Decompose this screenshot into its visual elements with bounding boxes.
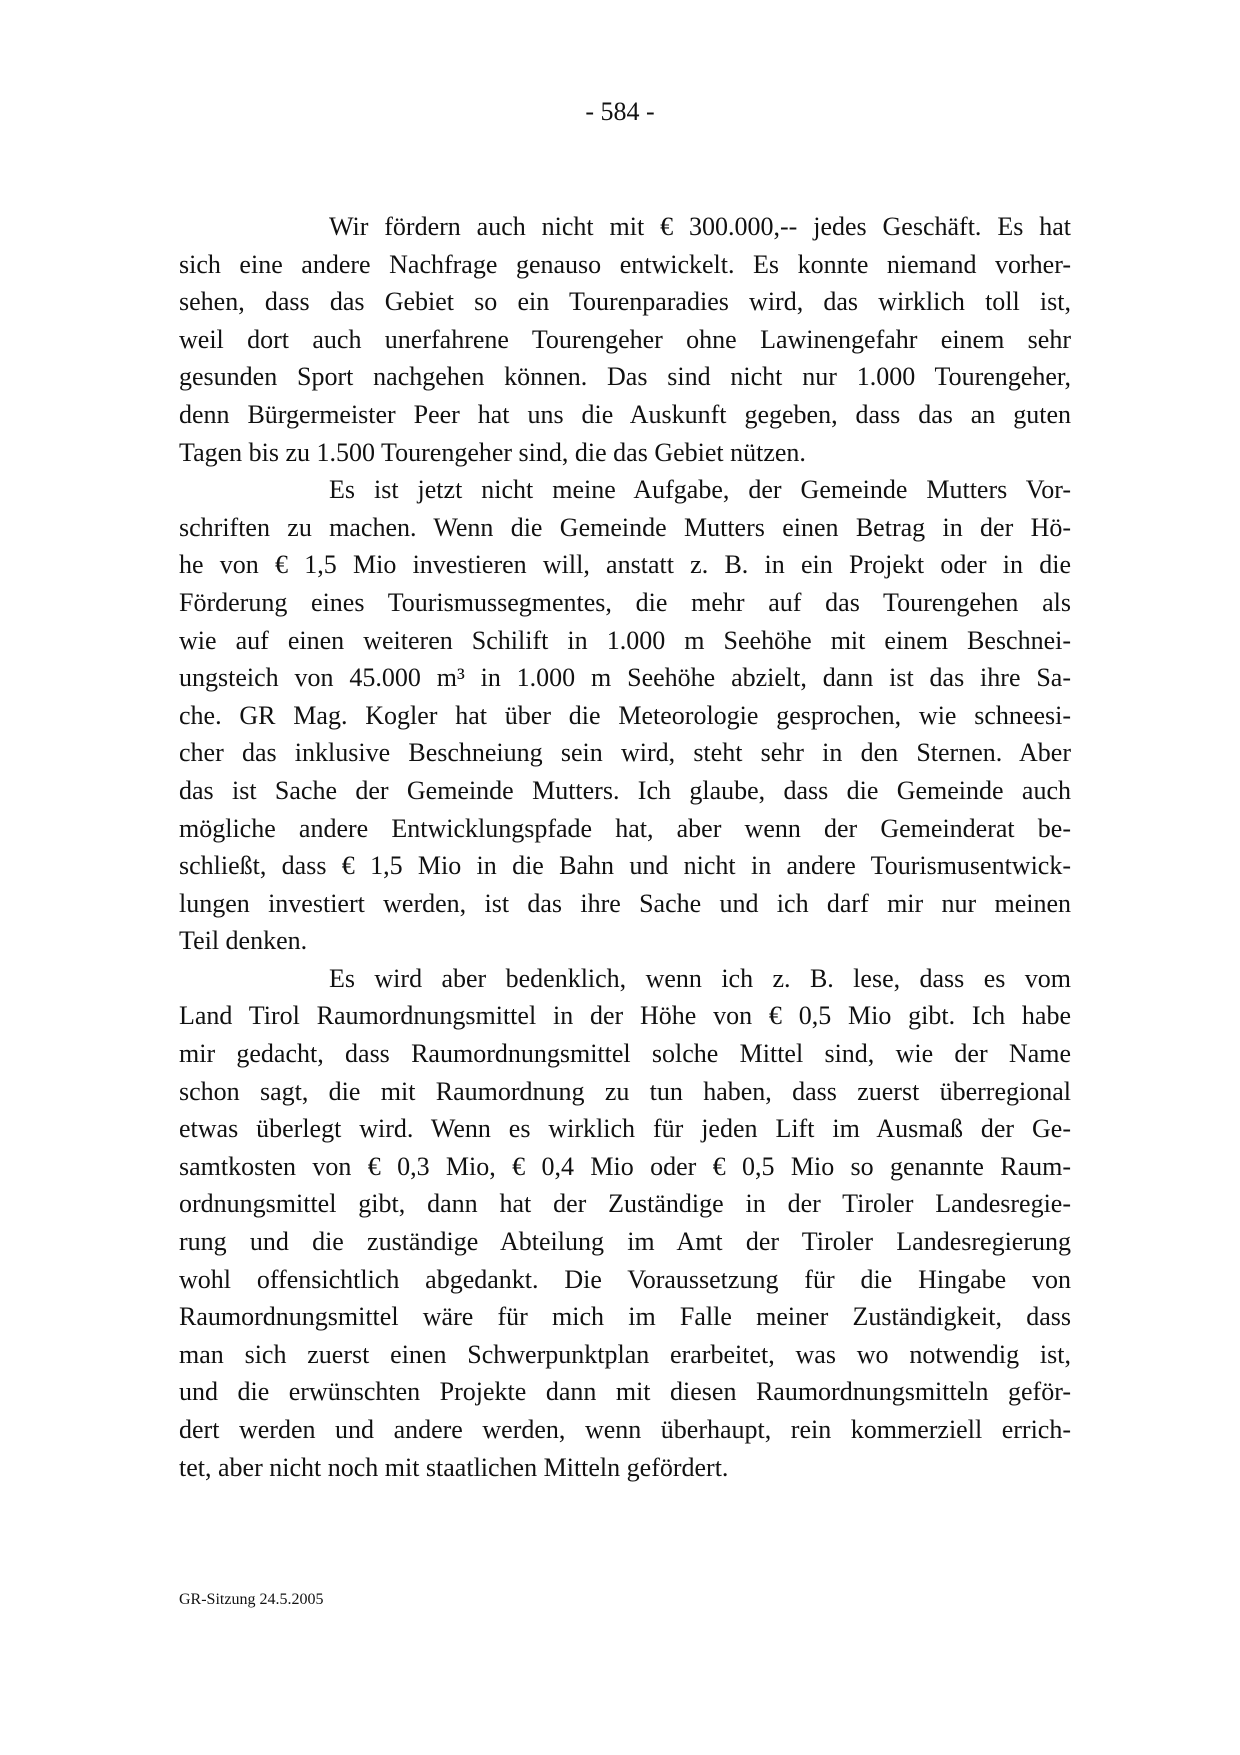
text-line: Es wird aber bedenklich, wenn ich z. B. lese, dass es vom [329, 963, 1071, 993]
text-line: Land Tirol Raumordnungsmittel in der Höhe von € 0,5 Mio gibt. Ich habe [179, 1001, 1071, 1031]
text-line: lungen investiert werden, ist das ihre Sache und ich darf mir nur meinen [179, 888, 1071, 918]
document-body [179, 208, 1071, 1486]
text-line: wie auf einen weiteren Schilift in 1.000 m Seehöhe mit einem Beschnei- [179, 625, 1071, 655]
text-line: schriften zu machen. Wenn die Gemeinde Mutters einen Betrag in der Hö- [179, 512, 1071, 542]
text-line: schließt, dass € 1,5 Mio in die Bahn und nicht in andere Tourismusentwick- [179, 851, 1071, 881]
text-line: weil dort auch unerfahrene Tourengeher ohne Lawinengefahr einem sehr [179, 324, 1071, 354]
text-line: mir gedacht, dass Raumordnungsmittel solche Mittel sind, wie der Name [179, 1039, 1071, 1069]
text-line: etwas überlegt wird. Wenn es wirklich für jeden Lift im Ausmaß der Ge- [179, 1114, 1071, 1144]
text-line: he von € 1,5 Mio investieren will, anstatt z. B. in ein Projekt oder in die [179, 550, 1071, 580]
text-line: ungsteich von 45.000 m³ in 1.000 m Seehöhe abzielt, dann ist das ihre Sa- [179, 663, 1071, 693]
text-line: samtkosten von € 0,3 Mio, € 0,4 Mio oder € 0,5 Mio so genannte Raum- [179, 1151, 1071, 1181]
text-line: dert werden und andere werden, wenn überhaupt, rein kommerziell errich- [179, 1415, 1071, 1444]
text-line: sehen, dass das Gebiet so ein Tourenparadies wird, das wirklich toll ist, [179, 287, 1071, 317]
paragraph-1 [179, 208, 1071, 471]
text-line: und die erwünschten Projekte dann mit diesen Raumordnungsmitteln geför- [179, 1377, 1071, 1407]
text-line: Wir fördern auch nicht mit € 300.000,-- jedes Geschäft. Es hat [329, 212, 1071, 241]
text-line: rung und die zuständige Abteilung im Amt der Tiroler Landesregierung [179, 1227, 1071, 1257]
text-line: che. GR Mag. Kogler hat über die Meteorologie gesprochen, wie schneesi- [179, 700, 1071, 730]
text-line: gesunden Sport nachgehen können. Das sind nicht nur 1.000 Tourengeher, [179, 362, 1071, 392]
text-line: das ist Sache der Gemeinde Mutters. Ich glaube, dass die Gemeinde auch [179, 775, 1071, 805]
text-line: tet, aber nicht noch mit staatlichen Mitteln gefördert. [179, 1452, 729, 1482]
text-line: denn Bürgermeister Peer hat uns die Auskunft gegeben, dass das an guten [179, 399, 1071, 429]
paragraph-2 [179, 471, 1071, 960]
footer-session-date: GR-Sitzung 24.5.2005 [179, 1591, 324, 1608]
text-line: man sich zuerst einen Schwerpunktplan erarbeitet, was wo notwendig ist, [179, 1339, 1071, 1369]
text-line: ordnungsmittel gibt, dann hat der Zuständige in der Tiroler Landesregie- [179, 1189, 1071, 1219]
text-line: wohl offensichtlich abgedankt. Die Voraussetzung für die Hingabe von [179, 1264, 1071, 1294]
paragraph-3 [179, 960, 1071, 1486]
text-line: schon sagt, die mit Raumordnung zu tun haben, dass zuerst überregional [179, 1076, 1071, 1106]
page-number: - 584 - [585, 97, 655, 126]
text-line: Förderung eines Tourismussegmentes, die mehr auf das Tourengehen als [179, 587, 1071, 617]
text-line: sich eine andere Nachfrage genauso entwickelt. Es konnte niemand vorher- [179, 249, 1071, 279]
text-line: cher das inklusive Beschneiung sein wird, steht sehr in den Sternen. Aber [179, 738, 1071, 768]
text-line: Teil denken. [179, 926, 308, 956]
text-line: mögliche andere Entwicklungspfade hat, aber wenn der Gemeinderat be- [179, 813, 1071, 843]
text-line: Es ist jetzt nicht meine Aufgabe, der Gemeinde Mutters Vor- [329, 475, 1071, 505]
text-line: Tagen bis zu 1.500 Tourengeher sind, die das Gebiet nützen. [179, 437, 806, 467]
text-line: Raumordnungsmittel wäre für mich im Falle meiner Zuständigkeit, dass [179, 1302, 1071, 1332]
